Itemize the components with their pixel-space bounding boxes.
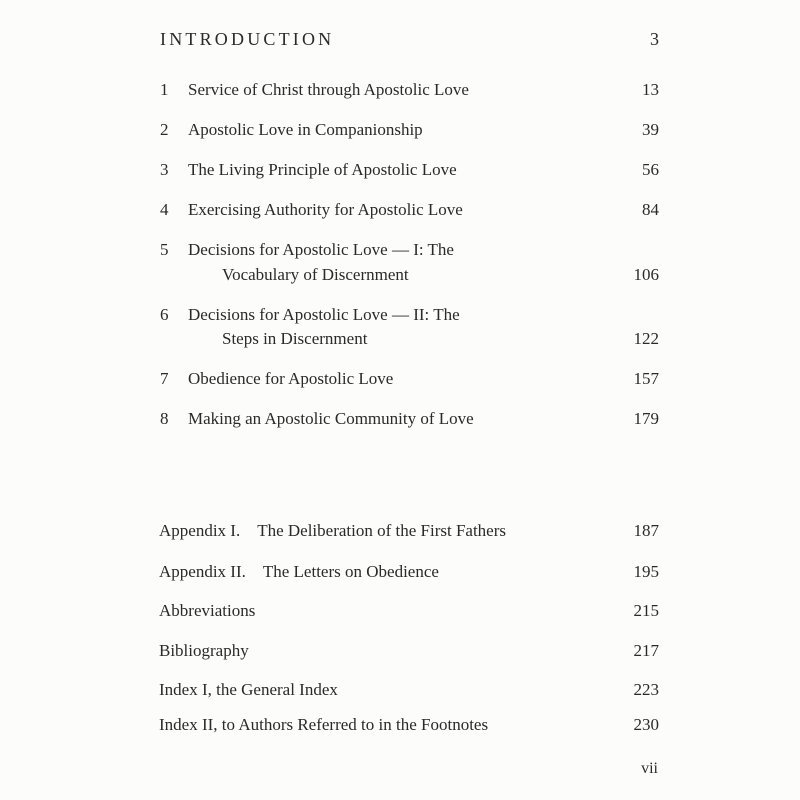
- toc-chapter-4: [0, 199, 800, 229]
- chapter-title-continuation: Vocabulary of Discernment: [222, 265, 409, 284]
- chapter-number: 8: [160, 409, 169, 428]
- back-matter-page-number: 215: [633, 601, 659, 620]
- back-matter-page-number: 187: [633, 521, 659, 540]
- chapter-page-number: 84: [642, 200, 659, 219]
- chapter-title: Service of Christ through Apostolic Love: [188, 80, 469, 99]
- chapter-title: Exercising Authority for Apostolic Love: [188, 200, 463, 219]
- back-matter-title: Appendix II. The Letters on Obedience: [159, 562, 439, 581]
- chapter-page-number: 179: [633, 409, 659, 428]
- introduction-label: INTRODUCTION: [160, 29, 335, 49]
- chapter-number: 2: [160, 120, 169, 139]
- back-matter-page-number: 217: [633, 641, 659, 660]
- chapter-page-number: 13: [642, 80, 659, 99]
- chapter-page-number: 122: [633, 329, 659, 348]
- chapter-title: Decisions for Apostolic Love — II: The: [188, 305, 460, 324]
- toc-chapter-2: [0, 119, 800, 149]
- chapter-title: Making an Apostolic Community of Love: [188, 409, 474, 428]
- toc-appendix-2: [0, 561, 800, 591]
- chapter-page-number: 39: [642, 120, 659, 139]
- page-folio: vii: [641, 760, 658, 777]
- chapter-number: 6: [160, 305, 169, 324]
- back-matter-page-number: 230: [633, 715, 659, 734]
- back-matter-title: Abbreviations: [159, 601, 256, 620]
- back-matter-title: Index II, to Authors Referred to in the Footnotes: [159, 715, 489, 734]
- toc-chapter-8: [0, 408, 800, 438]
- toc-appendix-1: [0, 520, 800, 550]
- chapter-number: 5: [160, 240, 169, 259]
- toc-bibliography: [0, 640, 800, 670]
- chapter-number: 4: [160, 200, 169, 219]
- introduction-page-number: 3: [650, 29, 659, 49]
- toc-index-1: [0, 679, 800, 709]
- chapter-number: 3: [160, 160, 169, 179]
- chapter-title: Obedience for Apostolic Love: [188, 369, 394, 388]
- toc-index-2: [0, 714, 800, 744]
- chapter-number: 7: [160, 369, 169, 388]
- chapter-title: Decisions for Apostolic Love — I: The: [188, 240, 454, 259]
- chapter-page-number: 157: [633, 369, 659, 388]
- chapter-title: The Living Principle of Apostolic Love: [188, 160, 457, 179]
- toc-abbreviations: [0, 600, 800, 630]
- chapter-title: Apostolic Love in Companionship: [188, 120, 423, 139]
- chapter-number: 1: [160, 80, 169, 99]
- toc-chapter-5-continuation: [0, 264, 800, 294]
- toc-chapter-3: [0, 159, 800, 189]
- back-matter-title: Appendix I. The Deliberation of the First Fathers: [159, 521, 507, 540]
- chapter-title-continuation: Steps in Discernment: [222, 329, 368, 348]
- toc-chapter-1: [0, 79, 800, 109]
- back-matter-title: Bibliography: [159, 641, 249, 660]
- chapter-page-number: 106: [633, 265, 659, 284]
- back-matter-page-number: 223: [633, 680, 659, 699]
- back-matter-page-number: 195: [633, 562, 659, 581]
- back-matter-title: Index I, the General Index: [159, 680, 338, 699]
- toc-chapter-6-continuation: [0, 328, 800, 358]
- toc-introduction: [0, 28, 800, 58]
- chapter-page-number: 56: [642, 160, 659, 179]
- toc-chapter-7: [0, 368, 800, 398]
